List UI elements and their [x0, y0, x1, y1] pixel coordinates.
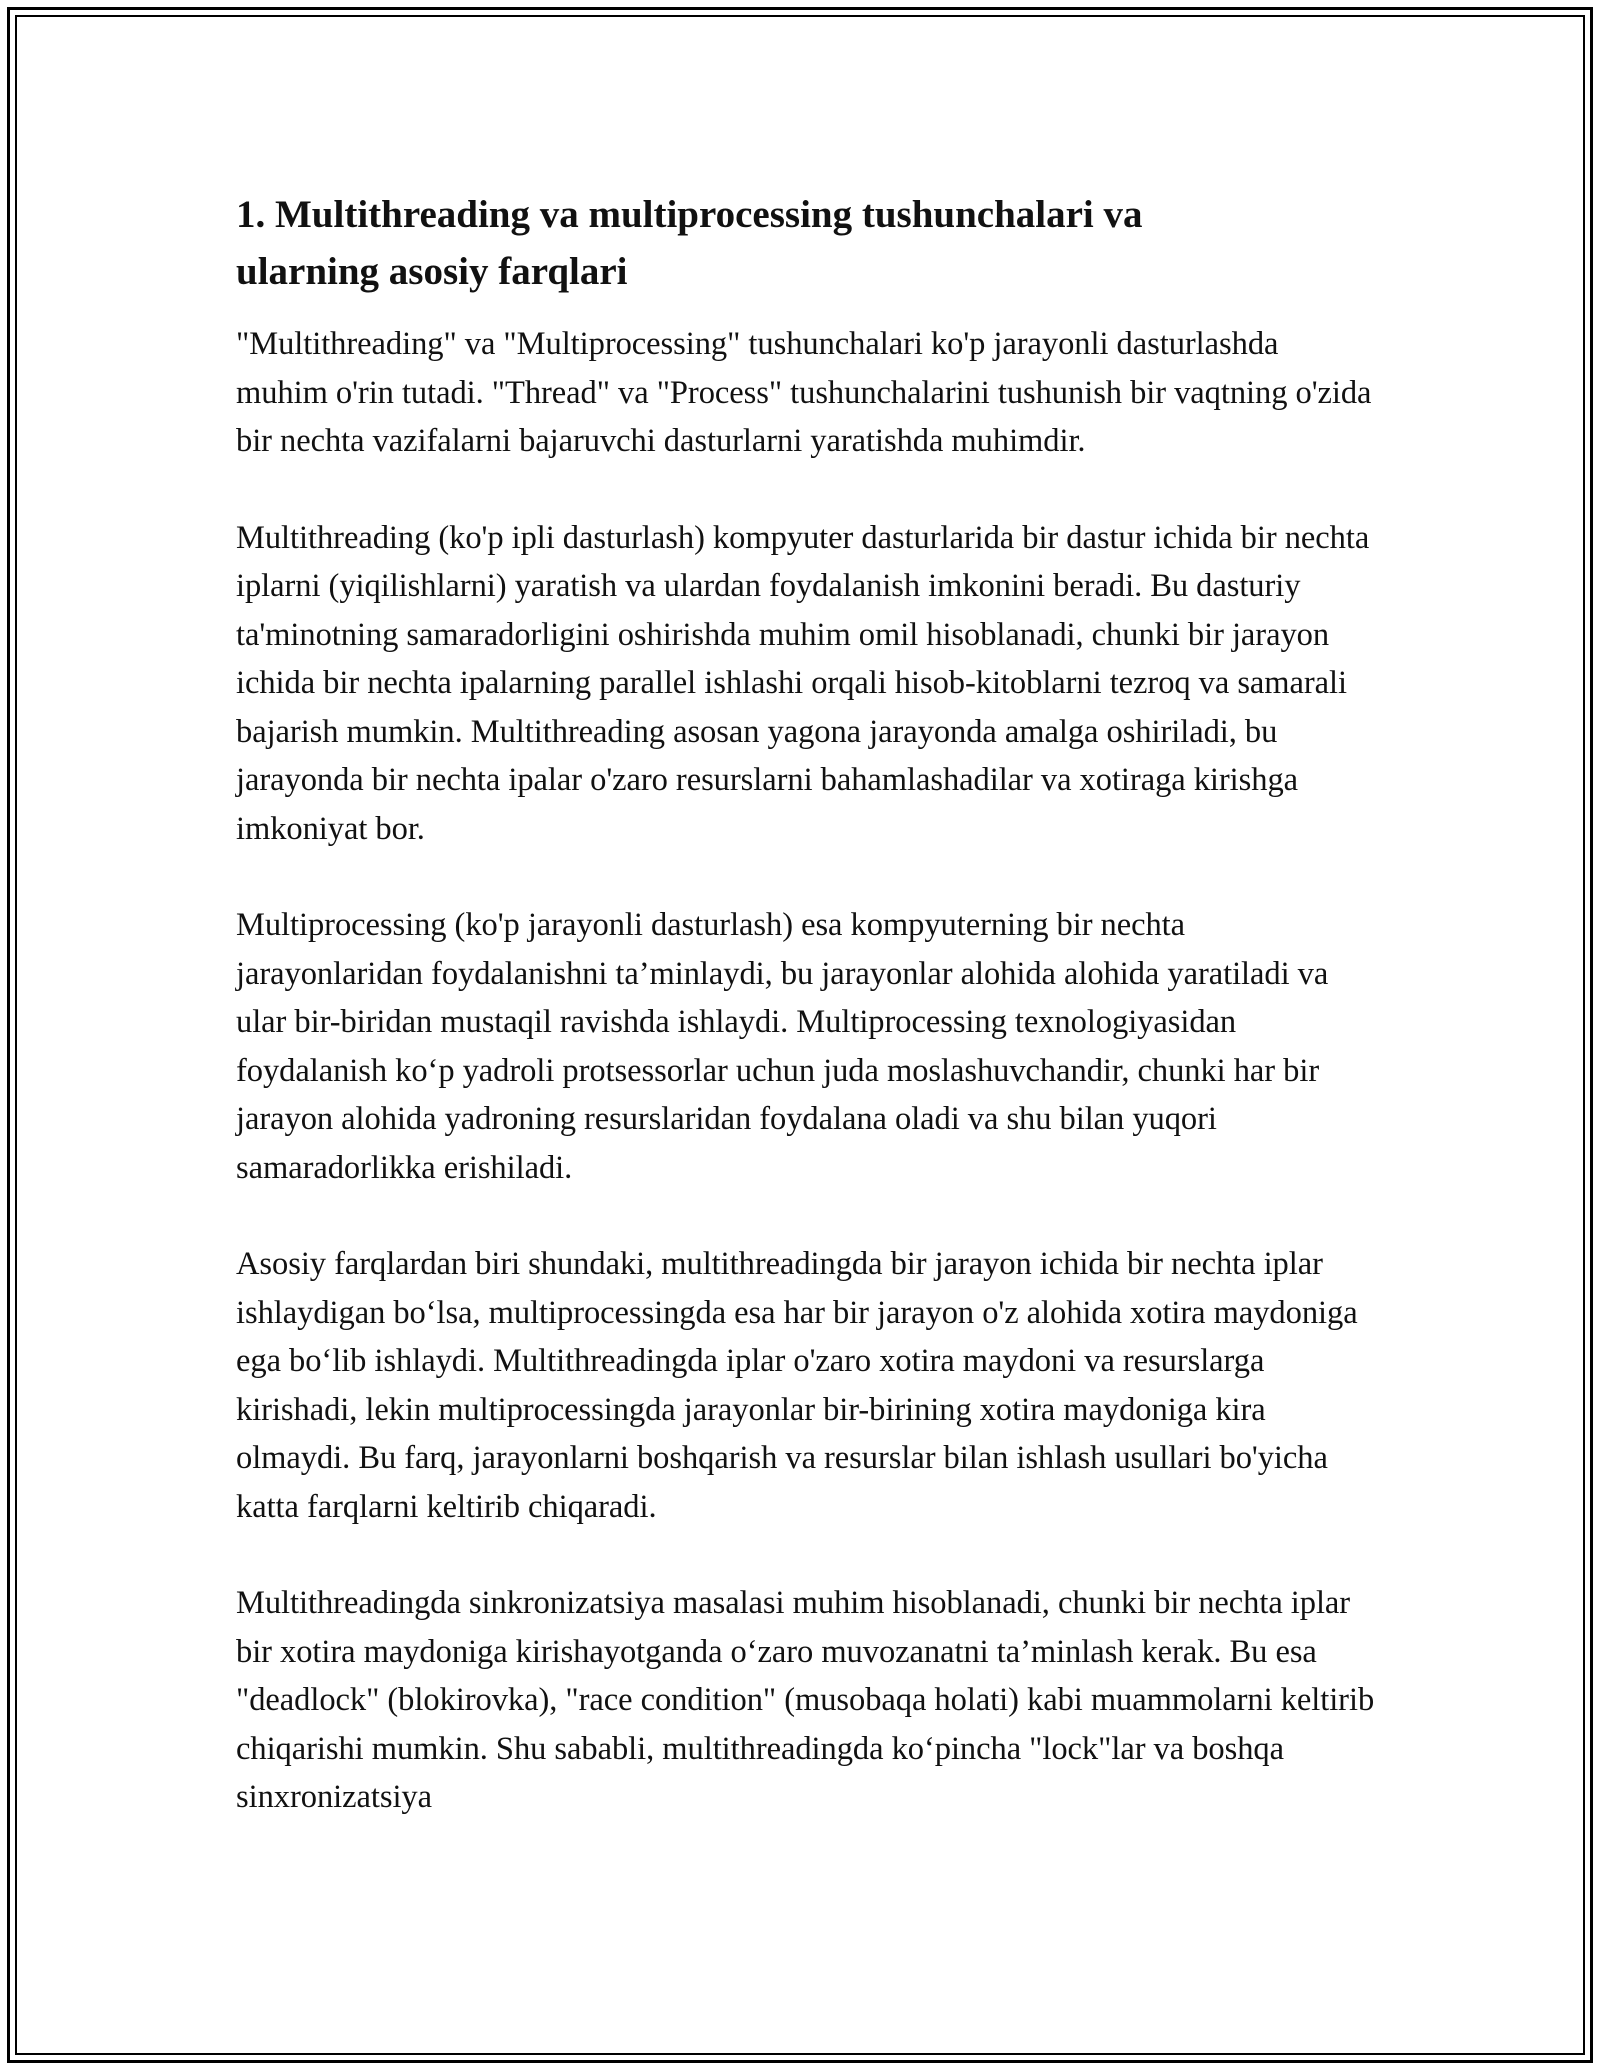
section-heading: 1. Multithreading va multiprocessing tushunchalari va ularning asosiy farqlari: [236, 193, 1143, 293]
paragraph-synchronization: Multithreadingda sinkronizatsiya masalasi muhim hisoblanadi, chunki bir nechta iplar bir xotira maydoniga kirishayotganda o‘zaro muvozanatni ta’minlash kerak. Bu esa "deadlock" (blokirovka), "race condition" (musobaqa holati) kabi muammolarni keltirib chiqarishi mumkin. Shu sababli, multithreadingda ko‘pincha "lock"lar va boshqa sinxronizatsiya: [236, 1585, 1375, 1815]
paragraph-differences: Asosiy farqlardan biri shundaki, multithreadingda bir jarayon ichida bir nechta iplar ishlaydigan bo‘lsa, multiprocessingda esa har bir jarayon o'z alohida xotira maydoniga ega bo‘lib ishlaydi. Multithreadingda iplar o'zaro xotira maydoni va resurslarga kirishadi, lekin multiprocessingda jarayonlar bir-birining xotira maydoniga kira olmaydi. Bu farq, jarayonlarni boshqarish va resurslar bilan ishlash usullari bo'yicha katta farqlarni keltirib chiqaradi.: [236, 1246, 1358, 1525]
paragraph-multithreading: Multithreading (ko'p ipli dasturlash) kompyuter dasturlarida bir dastur ichida bir nechta iplarni (yiqilishlarni) yaratish va ulardan foydalanish imkonini beradi. Bu dasturiy ta'minotning samaradorligini oshirishda muhim omil hisoblanadi, chunki bir jarayon ichida bir nechta ipalarning parallel ishlashi orqali hisob-kitoblarni tezroq va samarali bajarish mumkin. Multithreading asosan yagona jarayonda amalga oshiriladi, bu jarayonda bir nechta ipalar o'zaro resurslarni bahamlashadilar va xotiraga kirishga imkoniyat bor.: [236, 519, 1370, 847]
paragraph-intro: "Multithreading" va "Multiprocessing" tushunchalari ko'p jarayonli dasturlashda muhim o'rin tutadi. "Thread" va "Process" tushunchalarini tushunish bir vaqtning o'zida bir nechta vazifalarni bajaruvchi dasturlarni yaratishda muhimdir.: [236, 326, 1372, 459]
paragraph-multiprocessing: Multiprocessing (ko'p jarayonli dasturlash) esa kompyuterning bir nechta jarayonlaridan foydalanishni ta’minlaydi, bu jarayonlar alohida alohida yaratiladi va ular bir-biridan mustaqil ravishda ishlaydi. Multiprocessing texnologiyasidan foydalanish ko‘p yadroli protsessorlar uchun juda moslashuvchandir, chunki har bir jarayon alohida yadroning resurslaridan foydalana oladi va shu bilan yuqori samaradorlikka erishiladi.: [236, 907, 1329, 1186]
document-body: [236, 186, 1376, 1870]
